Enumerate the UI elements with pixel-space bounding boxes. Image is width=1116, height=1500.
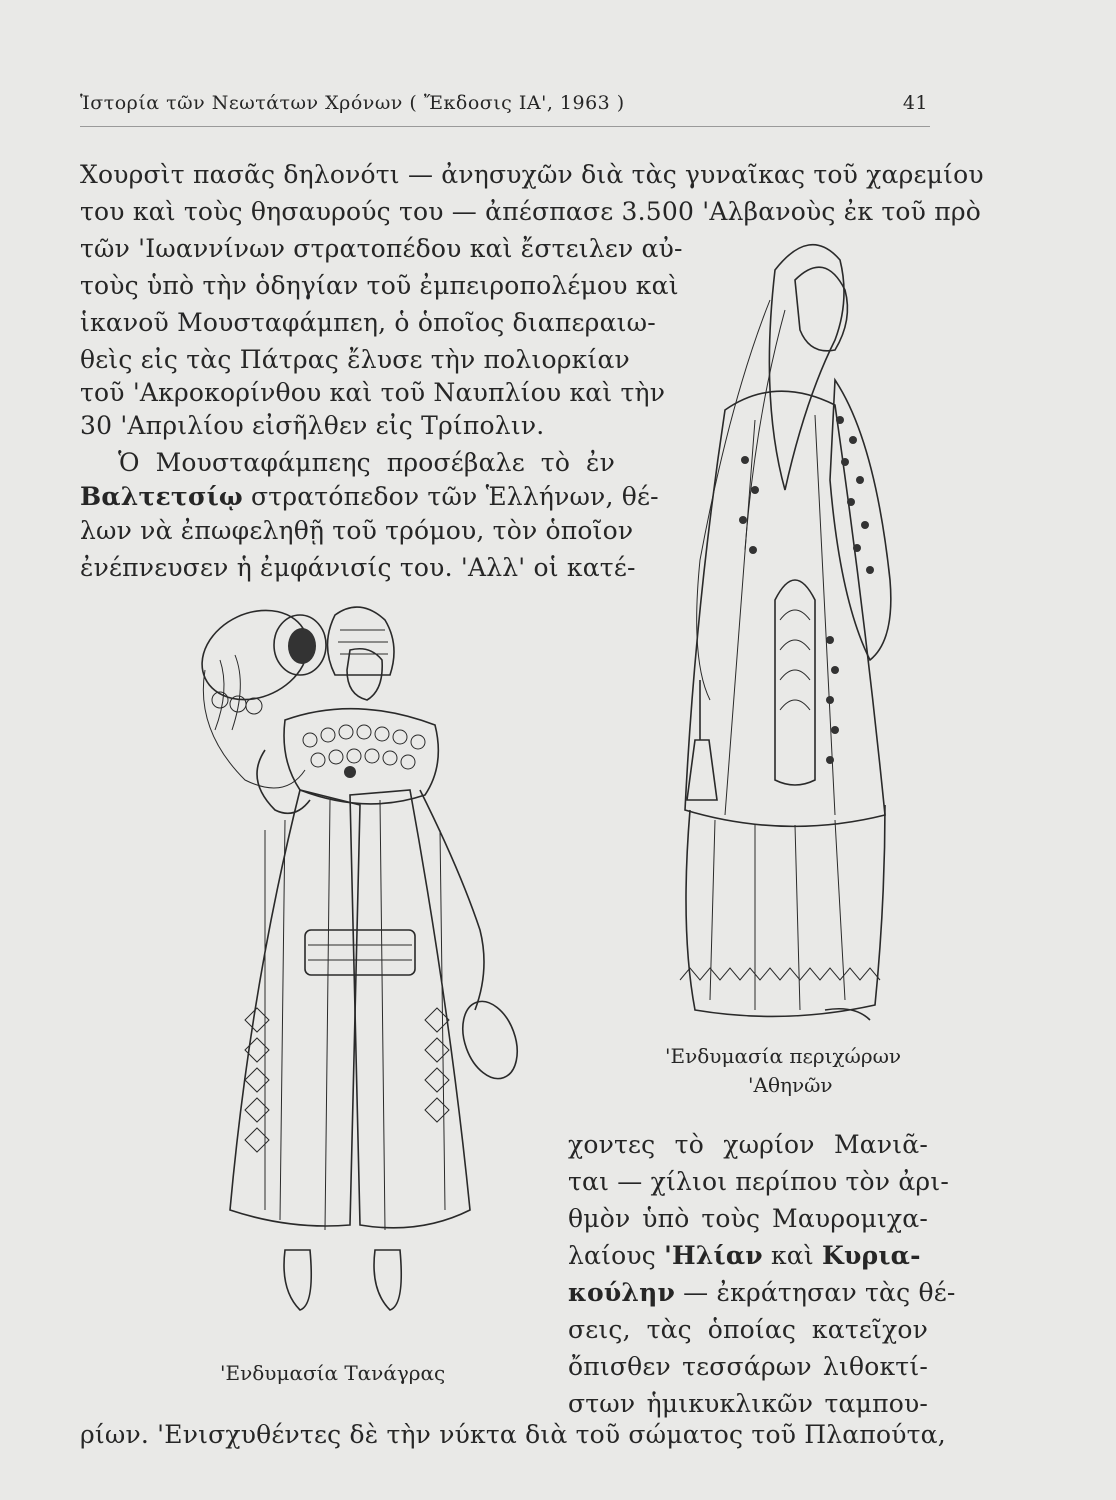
text-line: Χουρσὶτ πασᾶς δηλονότι — ἀνησυχῶν διὰ τὰς γυναῖκας τοῦ χαρεμίου <box>80 160 984 189</box>
running-header <box>80 92 928 122</box>
text-line: ἱκανοῦ Μουσταφάμπεη, ὁ ὁποῖος διαπεραιω- <box>80 308 656 337</box>
text-line: ὄπισθεν τεσσάρων λιθοκτί- <box>568 1352 928 1381</box>
tanagra-costume-illustration <box>190 600 540 1350</box>
text-line: στων ἡμικυκλικῶν ταμπου- <box>568 1389 928 1418</box>
text-line: Ὁ Μουσταφάμπεης προσέβαλε τὸ ἐν <box>118 448 615 477</box>
bold-person-name: 'Ηλίαν <box>664 1241 763 1270</box>
athens-costume-illustration <box>665 240 915 1030</box>
text-fragment: στρατόπεδον τῶν Ἑλλήνων, θέ- <box>242 482 659 511</box>
text-line <box>568 1278 956 1308</box>
running-title: Ἱστορία τῶν Νεωτάτων Χρόνων ( Ἔκδοσις ΙΑ', 1963 ) <box>80 92 625 114</box>
left-figure-caption: 'Ενδυμασία Τανάγρας <box>220 1361 446 1385</box>
text-fragment: λαίους <box>568 1241 665 1270</box>
text-line: τοῦ 'Ακροκορίνθου καὶ τοῦ Ναυπλίου καὶ τὴν <box>80 378 666 407</box>
text-line: χοντες τὸ χωρίον Μανιᾶ- <box>568 1130 928 1159</box>
right-figure-caption-line2: 'Αθηνῶν <box>748 1073 833 1097</box>
bold-person-name: κούλην <box>568 1278 676 1307</box>
text-line: ται — χίλιοι περίπου τὸν ἀρι- <box>568 1167 949 1196</box>
page-number: 41 <box>902 92 928 114</box>
text-line <box>80 482 659 512</box>
text-line: σεις, τὰς ὁποίας κατεῖχον <box>568 1315 928 1344</box>
right-figure-caption-line1: 'Ενδυμασία περιχώρων <box>665 1044 902 1068</box>
text-line: ρίων. 'Ενισχυθέντες δὲ τὴν νύκτα διὰ τοῦ σώματος τοῦ Πλαπούτα, <box>80 1420 946 1449</box>
text-line: του καὶ τοὺς θησαυρούς του — ἀπέσπασε 3.500 'Αλβανοὺς ἐκ τοῦ πρὸ <box>80 197 981 226</box>
text-line: 30 'Απριλίου εἰσῆλθεν εἰς Τρίπολιν. <box>80 411 545 440</box>
text-line: ἐνέπνευσεν ἡ ἐμφάνισίς του. 'Αλλ' οἱ κατέ- <box>80 553 636 582</box>
header-rule <box>80 126 930 127</box>
bold-person-name: Κυρια- <box>822 1241 921 1270</box>
text-line: λων νὰ ἐπωφεληθῇ τοῦ τρόμου, τὸν ὁποῖον <box>80 516 634 545</box>
text-fragment: — ἐκράτησαν τὰς θέ- <box>675 1278 956 1307</box>
text-line: τοὺς ὑπὸ τὴν ὁδηγίαν τοῦ ἐμπειροπολέμου καὶ <box>80 271 679 300</box>
bold-place-name: Βαλτετσίῳ <box>80 482 243 511</box>
text-line: θεὶς εἰς τὰς Πάτρας ἔλυσε τὴν πολιορκίαν <box>80 345 630 374</box>
text-line: τῶν 'Ιωαννίνων στρατοπέδου καὶ ἔστειλεν αὐ- <box>80 234 683 263</box>
text-fragment: καὶ <box>762 1241 823 1270</box>
text-line <box>568 1241 928 1271</box>
text-line: θμὸν ὑπὸ τοὺς Μαυρομιχα- <box>568 1204 928 1233</box>
